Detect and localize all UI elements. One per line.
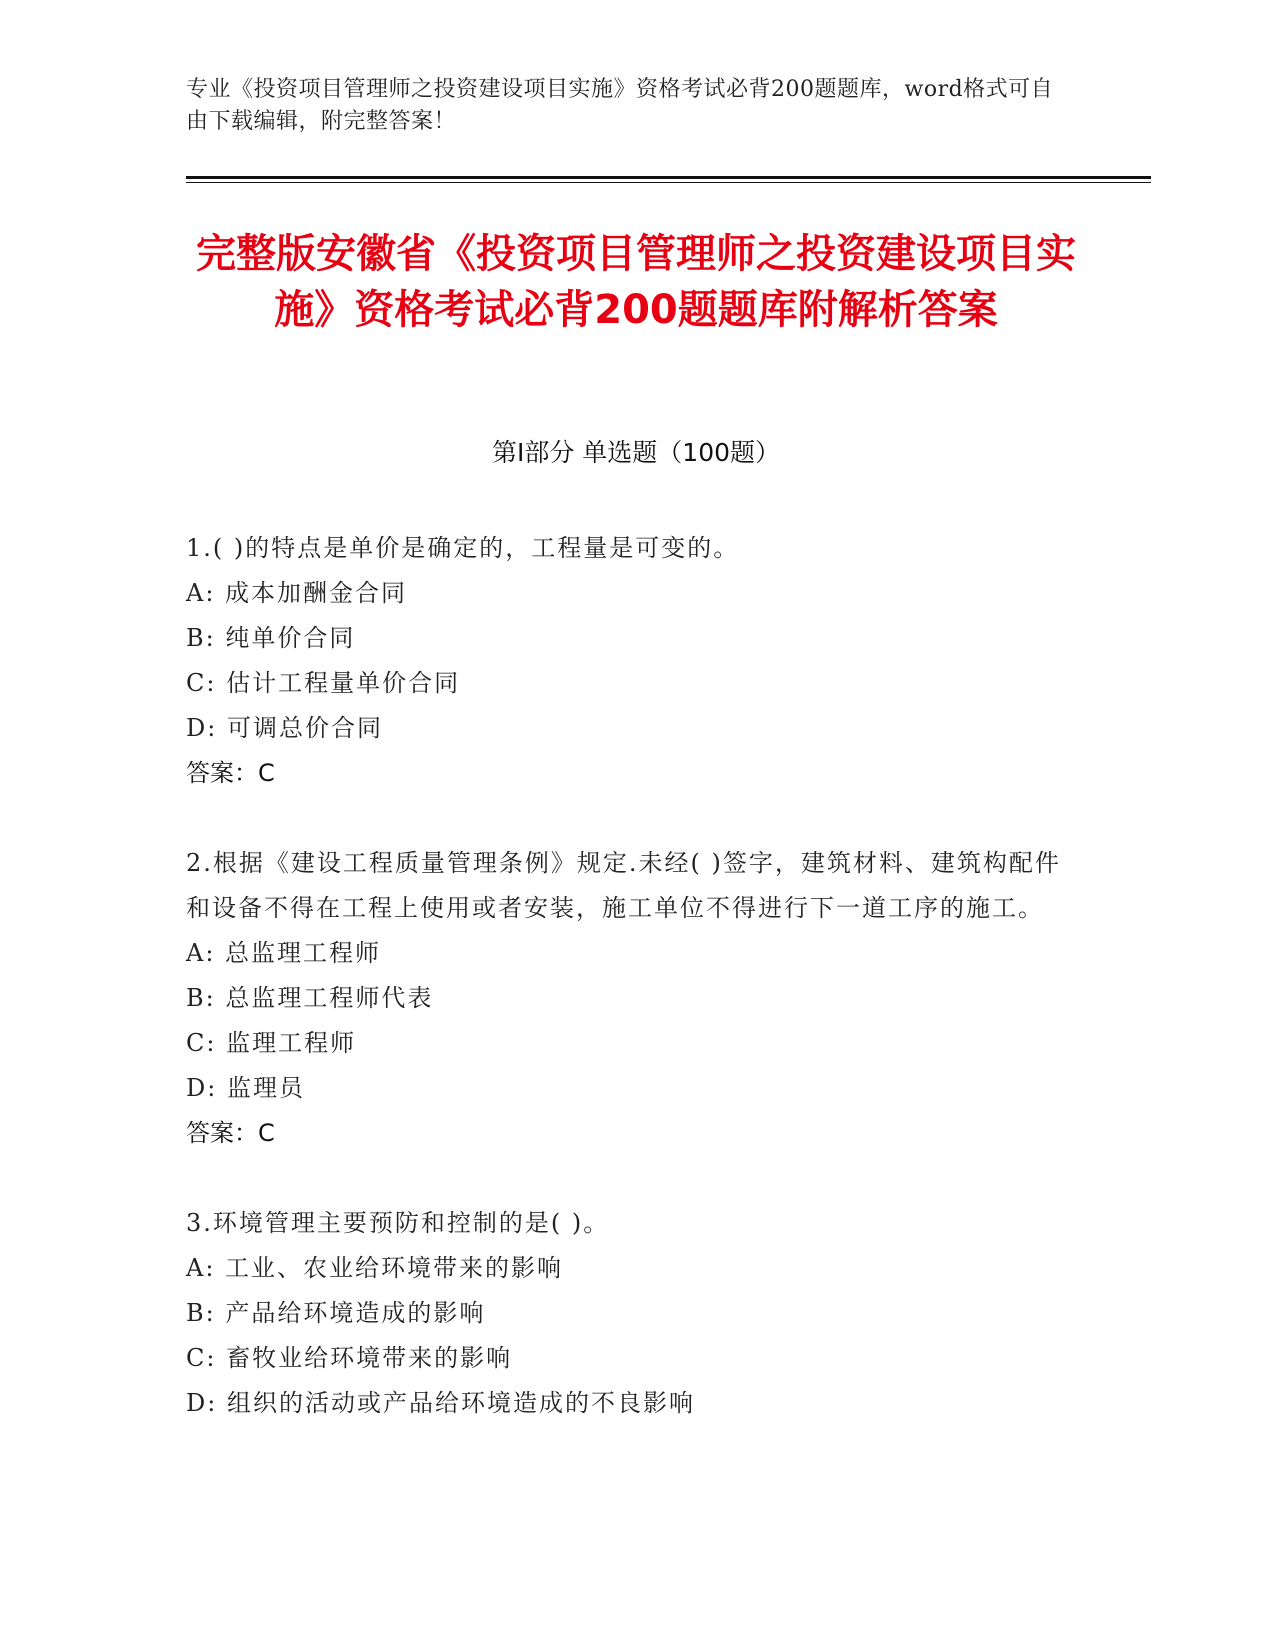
option-b: B: 产品给环境造成的影响 — [186, 1299, 486, 1327]
option-c: C: 监理工程师 — [186, 1029, 357, 1057]
question-item — [186, 841, 1066, 1156]
header-divider-thin — [186, 182, 1151, 183]
answer: 答案：C — [186, 759, 275, 787]
option-d: D: 组织的活动或产品给环境造成的不良影响 — [186, 1389, 695, 1417]
option-a: A: 工业、农业给环境带来的影响 — [186, 1254, 564, 1282]
option-d: D: 可调总价合同 — [186, 714, 383, 742]
option-c: C: 估计工程量单价合同 — [186, 669, 461, 697]
option-c: C: 畜牧业给环境带来的影响 — [186, 1344, 513, 1372]
question-item — [186, 1201, 1066, 1426]
option-a: A: 成本加酬金合同 — [186, 579, 408, 607]
document-title: 完整版安徽省《投资项目管理师之投资建设项目实施》资格考试必背200题题库附解析答案 — [196, 231, 1076, 333]
option-b: B: 总监理工程师代表 — [186, 984, 434, 1012]
answer: 答案：C — [186, 1119, 275, 1147]
option-a: A: 总监理工程师 — [186, 939, 382, 967]
question-stem: 1.( )的特点是单价是确定的，工程量是可变的。 — [186, 534, 740, 562]
option-d: D: 监理员 — [186, 1074, 305, 1102]
question-stem: 2.根据《建设工程质量管理条例》规定.未经( )签字，建筑材料、建筑构配件和设备不得在工程上使用或者安装，施工单位不得进行下一道工序的施工。 — [186, 849, 1061, 922]
question-item — [186, 526, 1066, 796]
question-list — [186, 526, 1066, 1471]
header-divider-thick — [186, 176, 1151, 179]
header-note: 专业《投资项目管理师之投资建设项目实施》资格考试必背200题题库，word格式可自由下载编辑，附完整答案！ — [186, 77, 1054, 134]
section-heading: 第Ⅰ部分 单选题（100题） — [491, 438, 781, 467]
question-stem: 3.环境管理主要预防和控制的是( )。 — [186, 1209, 610, 1237]
option-b: B: 纯单价合同 — [186, 624, 356, 652]
